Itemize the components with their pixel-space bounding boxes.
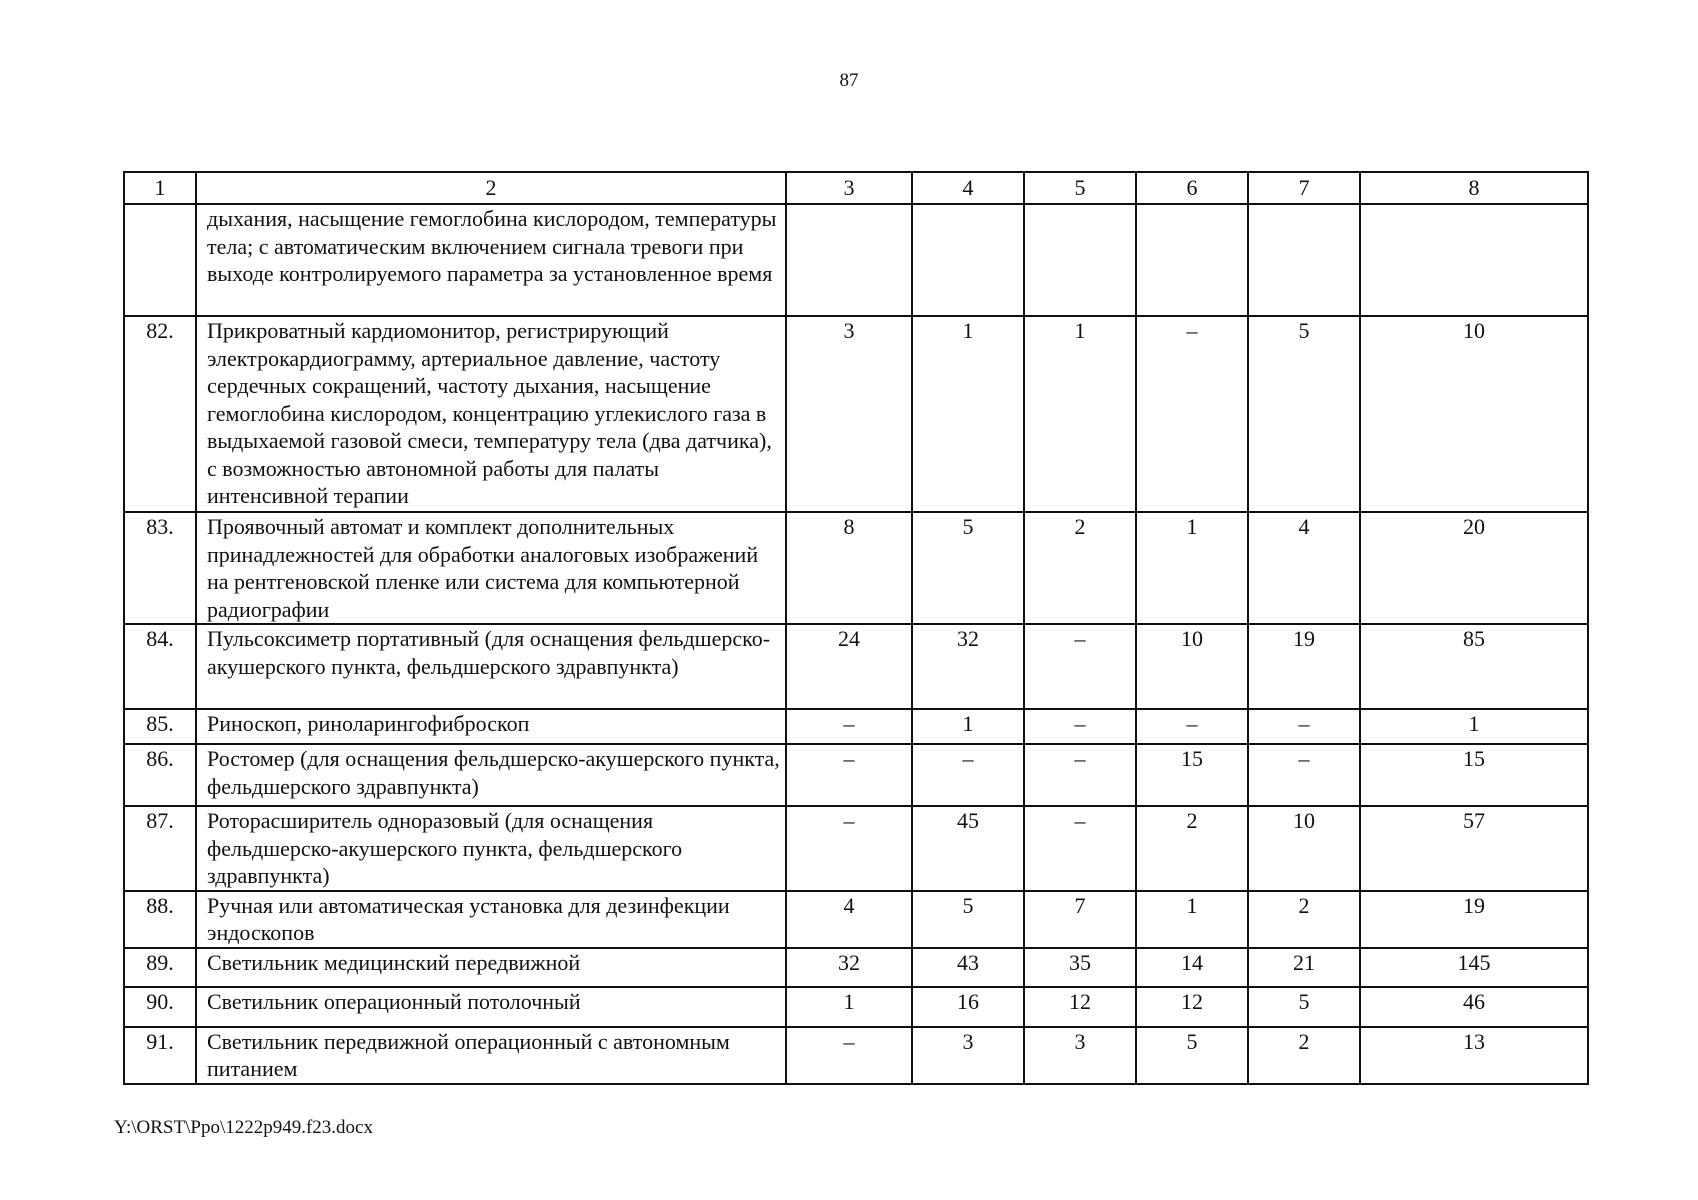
row-number: 85. [124, 709, 196, 744]
value-cell: 43 [912, 948, 1024, 987]
value-cell: 1 [1136, 512, 1248, 624]
total-cell: 46 [1360, 987, 1588, 1027]
row-number: 89. [124, 948, 196, 987]
table-header-row [124, 172, 1588, 204]
value-cell: – [1248, 709, 1360, 744]
row-number: 83. [124, 512, 196, 624]
equipment-name: Пульсоксиметр портативный (для оснащения фельдшерско-акушерского пункта, фельдшерского здравпункта) [196, 624, 786, 709]
value-cell: – [1024, 744, 1136, 806]
table-row [124, 891, 1588, 948]
value-cell: 1 [1024, 316, 1136, 512]
value-cell: 3 [786, 316, 912, 512]
value-cell: 3 [912, 1027, 1024, 1084]
value-cell: 1 [912, 316, 1024, 512]
column-header: 1 [124, 172, 196, 204]
table-row [124, 316, 1588, 512]
value-cell: 10 [1248, 806, 1360, 891]
equipment-name: Светильник операционный потолочный [196, 987, 786, 1027]
total-cell [1360, 204, 1588, 316]
value-cell [1248, 204, 1360, 316]
value-cell: 19 [1248, 624, 1360, 709]
value-cell: 1 [1136, 891, 1248, 948]
column-header: 7 [1248, 172, 1360, 204]
value-cell: 35 [1024, 948, 1136, 987]
table-row [124, 709, 1588, 744]
row-number: 88. [124, 891, 196, 948]
value-cell: – [1248, 744, 1360, 806]
total-cell: 10 [1360, 316, 1588, 512]
value-cell: – [786, 806, 912, 891]
value-cell: 21 [1248, 948, 1360, 987]
value-cell: – [1024, 709, 1136, 744]
value-cell [912, 204, 1024, 316]
value-cell: 7 [1024, 891, 1136, 948]
value-cell: – [1136, 709, 1248, 744]
value-cell: 24 [786, 624, 912, 709]
total-cell: 20 [1360, 512, 1588, 624]
document-file-path: Y:\ORST\Ppo\1222p949.f23.docx [114, 1117, 373, 1138]
page-number: 87 [839, 70, 859, 91]
table-row [124, 1027, 1588, 1084]
total-cell: 85 [1360, 624, 1588, 709]
value-cell: – [786, 709, 912, 744]
column-header: 2 [196, 172, 786, 204]
value-cell: – [912, 744, 1024, 806]
value-cell: 3 [1024, 1027, 1136, 1084]
table-row [124, 806, 1588, 891]
value-cell: 32 [912, 624, 1024, 709]
value-cell: 15 [1136, 744, 1248, 806]
column-header: 3 [786, 172, 912, 204]
value-cell: 2 [1024, 512, 1136, 624]
row-number: 91. [124, 1027, 196, 1084]
row-number: 86. [124, 744, 196, 806]
value-cell: 5 [1248, 987, 1360, 1027]
equipment-name: дыхания, насыщение гемоглобина кислородом, температуры тела; с автоматическим включением сигнала тревоги при выходе контролируемого параметра за установленное время [196, 204, 786, 316]
equipment-name: Ручная или автоматическая установка для дезинфекции эндоскопов [196, 891, 786, 948]
table-row [124, 512, 1588, 624]
total-cell: 19 [1360, 891, 1588, 948]
column-header: 4 [912, 172, 1024, 204]
total-cell: 1 [1360, 709, 1588, 744]
equipment-name: Ростомер (для оснащения фельдшерско-акушерского пункта, фельдшерского здравпункта) [196, 744, 786, 806]
value-cell: 2 [1136, 806, 1248, 891]
total-cell: 13 [1360, 1027, 1588, 1084]
value-cell [1136, 204, 1248, 316]
value-cell: – [1024, 624, 1136, 709]
value-cell: 1 [786, 987, 912, 1027]
equipment-name: Светильник передвижной операционный с автономным питанием [196, 1027, 786, 1084]
equipment-table [123, 171, 1589, 1085]
row-number: 82. [124, 316, 196, 512]
value-cell: 32 [786, 948, 912, 987]
value-cell: 5 [1248, 316, 1360, 512]
row-number: 90. [124, 987, 196, 1027]
equipment-name: Роторасширитель одноразовый (для оснащения фельдшерско-акушерского пункта, фельдшерского здравпункта) [196, 806, 786, 891]
value-cell: 1 [912, 709, 1024, 744]
value-cell: – [1136, 316, 1248, 512]
equipment-name: Светильник медицинский передвижной [196, 948, 786, 987]
equipment-name: Проявочный автомат и комплект дополнительных принадлежностей для обработки аналоговых изображений на рентгеновской пленке или система для компьютерной радиографии [196, 512, 786, 624]
total-cell: 145 [1360, 948, 1588, 987]
value-cell: – [1024, 806, 1136, 891]
value-cell: 45 [912, 806, 1024, 891]
value-cell: 2 [1248, 1027, 1360, 1084]
value-cell: 8 [786, 512, 912, 624]
table-row [124, 744, 1588, 806]
row-number: 87. [124, 806, 196, 891]
value-cell: 5 [1136, 1027, 1248, 1084]
value-cell [1024, 204, 1136, 316]
column-header: 5 [1024, 172, 1136, 204]
value-cell: 12 [1024, 987, 1136, 1027]
value-cell: 4 [786, 891, 912, 948]
value-cell: – [786, 1027, 912, 1084]
value-cell: 5 [912, 891, 1024, 948]
value-cell: 12 [1136, 987, 1248, 1027]
value-cell: 16 [912, 987, 1024, 1027]
column-header: 6 [1136, 172, 1248, 204]
value-cell: – [786, 744, 912, 806]
row-number: 84. [124, 624, 196, 709]
value-cell: 5 [912, 512, 1024, 624]
table-row [124, 948, 1588, 987]
column-header: 8 [1360, 172, 1588, 204]
value-cell: 4 [1248, 512, 1360, 624]
value-cell: 10 [1136, 624, 1248, 709]
total-cell: 57 [1360, 806, 1588, 891]
table-row [124, 204, 1588, 316]
table-row [124, 987, 1588, 1027]
value-cell [786, 204, 912, 316]
total-cell: 15 [1360, 744, 1588, 806]
equipment-name: Прикроватный кардиомонитор, регистрирующий электрокардиограмму, артериальное давление, частоту сердечных сокращений, частоту дыхания, насыщение гемоглобина кислородом, концентрацию углекислого газа в выдыхаемой газовой смеси, температуру тела (два датчика), с возможностью автономной работы для палаты интенсивной терапии [196, 316, 786, 512]
row-number [124, 204, 196, 316]
table-row [124, 624, 1588, 709]
equipment-name: Риноскоп, риноларингофиброскоп [196, 709, 786, 744]
value-cell: 14 [1136, 948, 1248, 987]
value-cell: 2 [1248, 891, 1360, 948]
